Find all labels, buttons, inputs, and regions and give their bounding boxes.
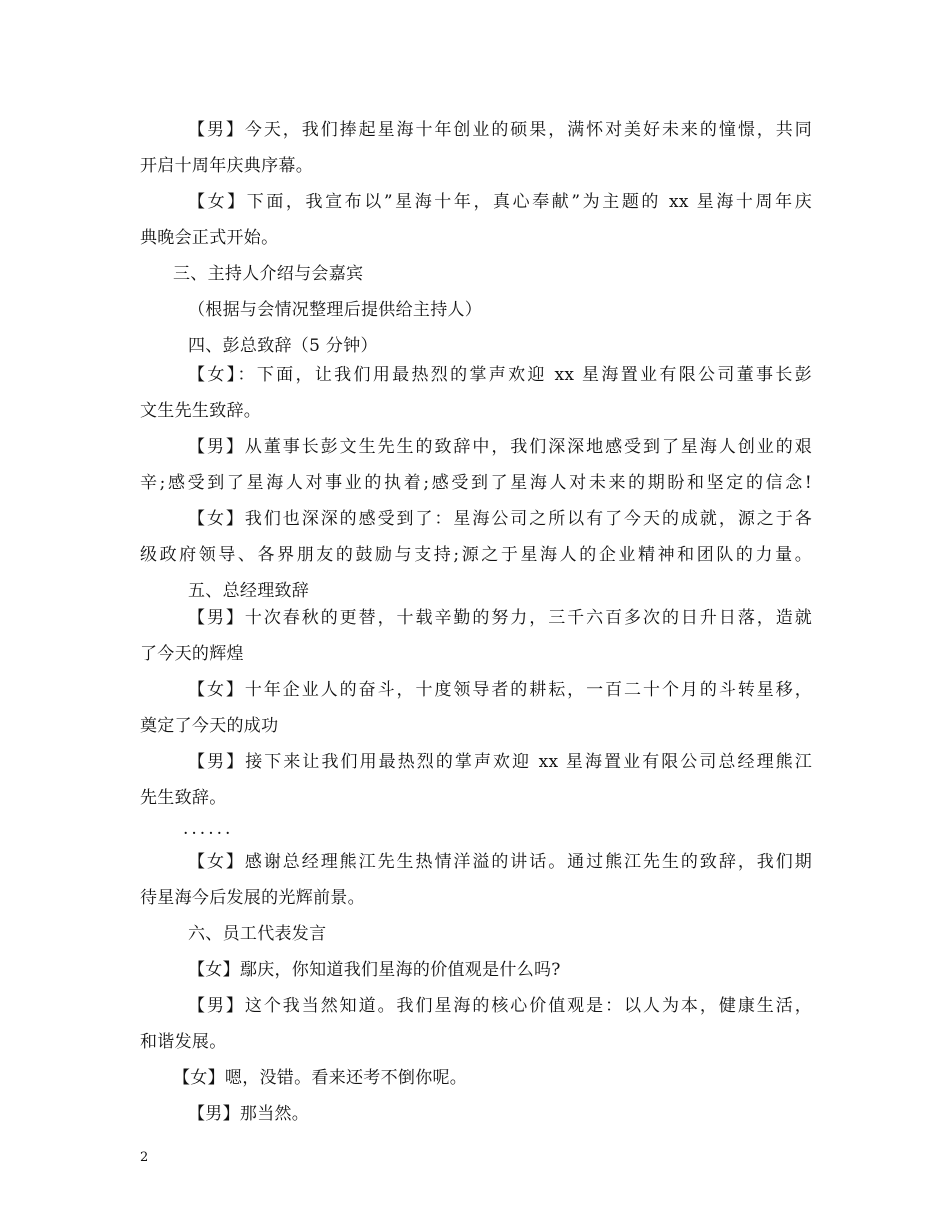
section-heading: 五、总经理致辞 (188, 581, 310, 601)
paragraph-line: 【女】我们也深深的感受到了：星海公司之所以有了今天的成就，源之于各 (188, 509, 812, 529)
paragraph-line: 【男】从董事长彭文生先生的致辞中，我们深深地感受到了星海人创业的艰 (188, 437, 812, 457)
paragraph-line: 典晚会正式开始。 (140, 228, 279, 248)
paragraph-line: 【女】鄢庆，你知道我们星海的价值观是什么吗? (188, 960, 561, 980)
paragraph-line: 【男】今天，我们捧起星海十年创业的硕果，满怀对美好未来的憧憬，共同 (188, 120, 812, 140)
paragraph-line: 【男】这个我当然知道。我们星海的核心价值观是：以人为本，健康生活， (188, 996, 812, 1016)
paragraph-line: 【男】接下来让我们用最热烈的掌声欢迎 xx 星海置业有限公司总经理熊江 (188, 752, 812, 772)
paragraph-line: 【女】十年企业人的奋斗，十度领导者的耕耘，一百二十个月的斗转星移， (188, 680, 812, 700)
ellipsis: ...... (183, 819, 234, 839)
paragraph-line: （根据与会情况整理后提供给主持人） (188, 300, 483, 320)
paragraph-line: 文生先生致辞。 (140, 401, 262, 421)
paragraph-line: 【女】嗯，没错。看来还考不倒你呢。 (173, 1068, 468, 1088)
paragraph-line: 了今天的辉煌 (140, 644, 244, 664)
paragraph-line: 开启十周年庆典序幕。 (140, 156, 313, 176)
section-heading: 六、员工代表发言 (188, 924, 327, 944)
paragraph-line: 和谐发展。 (140, 1032, 227, 1052)
paragraph-line: 【女】下面，我宣布以”星海十年，真心奉献”为主题的 xx 星海十周年庆 (188, 192, 812, 212)
paragraph-line: 奠定了今天的成功 (140, 716, 279, 736)
paragraph-line: 待星海今后发展的光辉前景。 (140, 888, 365, 908)
page-number: 2 (140, 1150, 149, 1165)
paragraph-line: 【女】：下面，让我们用最热烈的掌声欢迎 xx 星海置业有限公司董事长彭 (188, 365, 812, 385)
paragraph-line: 【男】十次春秋的更替，十载辛勤的努力，三千六百多次的日升日落，造就 (188, 608, 812, 628)
paragraph-line: 【男】那当然。 (188, 1104, 310, 1124)
paragraph-line: 【女】感谢总经理熊江先生热情洋溢的讲话。通过熊江先生的致辞，我们期 (188, 852, 812, 872)
paragraph-line: 先生致辞。 (140, 788, 227, 808)
section-heading: 三、主持人介绍与会嘉宾 (173, 264, 364, 284)
section-heading: 四、彭总致辞（5 分钟） (188, 336, 378, 356)
paragraph-line: 级政府领导、各界朋友的鼓励与支持;源之于星海人的企业精神和团队的力量。 (140, 545, 812, 565)
paragraph-line: 辛;感受到了星海人对事业的执着;感受到了星海人对未来的期盼和坚定的信念! (140, 473, 812, 493)
